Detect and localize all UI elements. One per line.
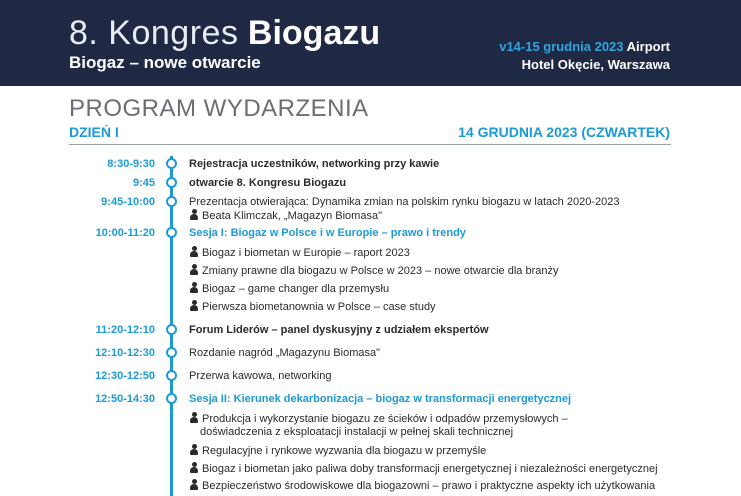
subitem-text: Pierwsza biometanownia w Polsce – case study: [202, 301, 436, 313]
subitem-line: [189, 412, 568, 426]
session-title: Sesja II: Kierunek dekarbonizacja – biogaz w transformacji energetycznej: [189, 393, 572, 405]
subitem-text: Biogaz i biometan jako paliwa doby transformacji energetycznej i niezależności energetycznej: [202, 463, 658, 475]
speaker-line: [189, 209, 382, 223]
agenda-time: 8:30-9:30: [107, 158, 155, 170]
person-icon: [189, 412, 199, 423]
agenda-time: 9:45-10:00: [101, 196, 155, 208]
subitem-line: [189, 246, 410, 260]
agenda-text: Rozdanie nagród „Magazynu Biomasa": [189, 347, 381, 359]
person-icon: [189, 462, 199, 473]
person-icon: [189, 479, 199, 490]
event-dates: v14-15 grudnia 2023: [499, 39, 624, 54]
subitem-text: Produkcja i wykorzystanie biogazu ze ścieków i odpadów przemysłowych –: [202, 413, 568, 425]
agenda-time: 12:10-12:30: [95, 347, 155, 359]
agenda-time: 10:00-11:20: [95, 227, 155, 239]
event-title-bold: Biogazu: [247, 14, 381, 52]
agenda-text: Rejestracja uczestników, networking przy kawie: [189, 158, 440, 170]
event-subtitle: Biogaz – nowe otwarcie: [69, 53, 261, 72]
program-title: PROGRAM WYDARZENIA: [69, 95, 369, 122]
session-title: Sesja I: Biogaz w Polsce i w Europie – prawo i trendy: [189, 227, 466, 239]
timeline-dot: [166, 227, 177, 238]
subitem-line: [189, 462, 658, 476]
event-venue-part2: Hotel Okęcie, Warszawa: [521, 57, 670, 72]
timeline-dot: [166, 324, 177, 335]
agenda-time: 11:20-12:10: [95, 324, 155, 336]
subitem-line: [189, 282, 389, 296]
timeline-dot: [166, 393, 177, 404]
timeline-dot: [166, 370, 177, 381]
header-banner: [0, 0, 741, 86]
timeline-dot: [166, 158, 177, 169]
person-icon: [189, 444, 199, 455]
agenda-text: Prezentacja otwierająca: Dynamika zmian na polskim rynku biogazu w latach 2020-2023: [189, 196, 620, 208]
event-title-light: 8. Kongres: [69, 14, 239, 52]
person-icon: [189, 264, 199, 275]
subitem-line: [189, 444, 486, 458]
event-dates-line: [499, 39, 670, 54]
subitem-line: [189, 479, 655, 493]
subitem-text: Biogaz i biometan w Europie – raport 2023: [202, 247, 410, 259]
day-label: DZIEŃ I: [69, 124, 119, 140]
subitem-text: Bezpieczeństwo środowiskowe dla biogazowni – prawo i praktyczne aspekty ich użytkowania: [202, 480, 656, 492]
timeline-dot: [166, 347, 177, 358]
timeline-dot: [166, 177, 177, 188]
speaker-name: Beata Klimczak, „Magazyn Biomasa": [202, 210, 382, 222]
event-title: [69, 14, 380, 53]
agenda-time: 12:50-14:30: [95, 393, 155, 405]
divider: [69, 144, 671, 145]
person-icon: [189, 209, 199, 220]
person-icon: [189, 282, 199, 293]
subitem-line: [189, 264, 558, 278]
subitem-text-continued: doświadczenia z eksploatacji instalacji w pełnej skali technicznej: [200, 426, 514, 438]
agenda-time: 12:30-12:50: [95, 370, 155, 382]
timeline-dot: [166, 196, 177, 207]
agenda-text: otwarcie 8. Kongresu Biogazu: [189, 177, 347, 189]
agenda-text: Forum Liderów – panel dyskusyjny z udziałem ekspertów: [189, 324, 489, 336]
subitem-text: Biogaz – game changer dla przemysłu: [202, 283, 390, 295]
person-icon: [189, 246, 199, 257]
subitem-line: [189, 300, 436, 314]
agenda-text: Przerwa kawowa, networking: [189, 370, 332, 382]
event-venue-part1: Airport: [626, 39, 670, 54]
person-icon: [189, 300, 199, 311]
day-date: 14 GRUDNIA 2023 (CZWARTEK): [458, 124, 670, 140]
agenda-time: 9:45: [132, 177, 155, 189]
subitem-text: Zmiany prawne dla biogazu w Polsce w 2023 – nowe otwarcie dla branży: [202, 265, 559, 277]
subitem-text: Regulacyjne i rynkowe wyzwania dla biogazu w przemyśle: [202, 445, 487, 457]
